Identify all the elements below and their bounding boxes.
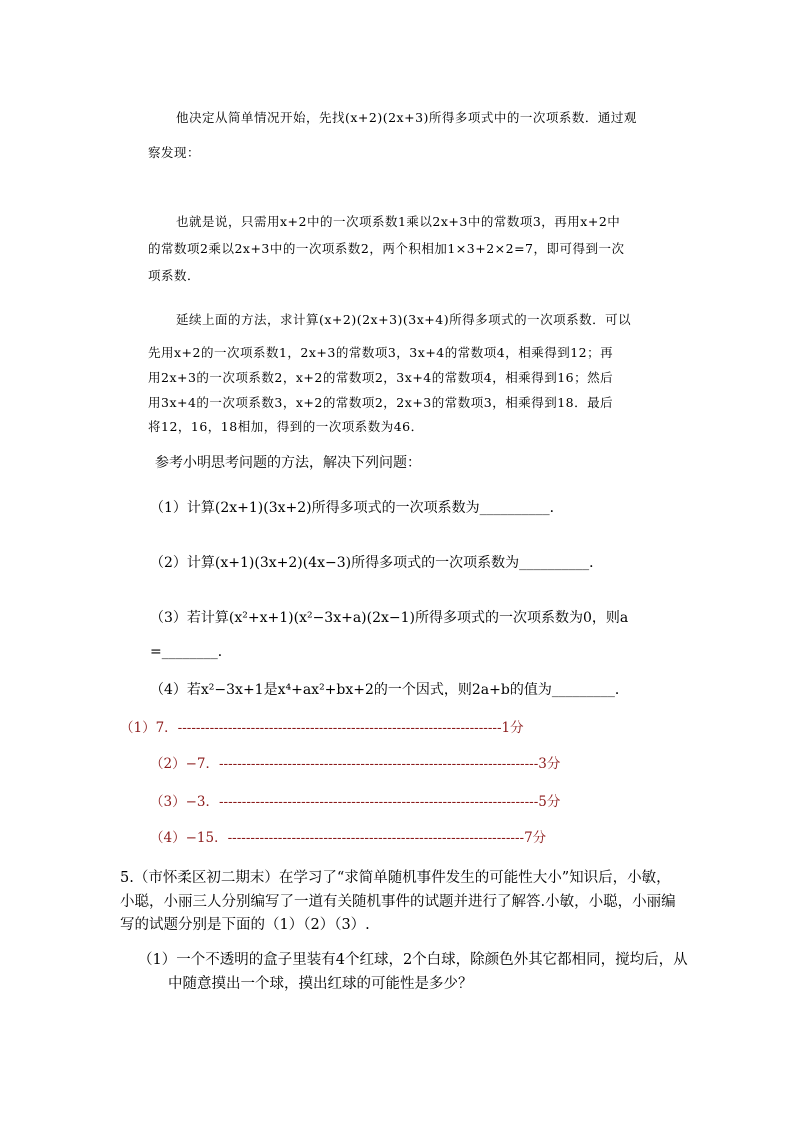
problem5-line1: 5.（市怀柔区初二期末）在学习了“求简单随机事件发生的可能性大小”知识后，小敏， bbox=[120, 870, 671, 886]
question-2: （2）计算(x+1)(3x+2)(4x−3)所得多项式的一次项系数为__________． bbox=[150, 555, 604, 571]
question-4: （4）若x²−3x+1是x⁴+ax²+bx+2的一个因式，则2a+b的值为_________． bbox=[150, 682, 629, 698]
intro-p2-line3: 项系数． bbox=[148, 268, 201, 283]
intro-p2-line2: 的常数项2乘以2x+3中的一次项系数2，两个积相加1×3+2×2=7，即可得到一次 bbox=[148, 241, 625, 256]
problem5-line2: 小聪，小丽三人分别编写了一道有关随机事件的试题并进行了解答.小敏，小聪，小丽编 bbox=[120, 894, 676, 910]
intro-p3-line4: 用3x+4的一次项系数3，x+2的常数项2，2x+3的常数项3，相乘得到18．最后 bbox=[148, 395, 614, 410]
problem5-line3: 写的试题分别是下面的（1）（2）（3）. bbox=[120, 917, 370, 933]
problem5-sub1-line2: 中随意摸出一个球，摸出红球的可能性是多少？ bbox=[168, 976, 473, 992]
intro-p3-line5: 将12，16，18相加，得到的一次项系数为46． bbox=[148, 419, 424, 434]
question-3-line1: （3）若计算(x²+x+1)(x²−3x+a)(2x−1)所得多项式的一次项系数为0，则a bbox=[150, 610, 629, 626]
answer-3: （3）−3．----------------------------------------------------------------------5分 bbox=[150, 794, 561, 810]
intro-p1-line1: 他决定从简单情况开始，先找(x+2)(2x+3)所得多项式中的一次项系数．通过观 bbox=[176, 110, 637, 125]
intro-p3-line2: 先用x+2的一次项系数1，2x+3的常数项3，3x+4的常数项4，相乘得到12；再 bbox=[148, 345, 614, 360]
question-3-line2: =________． bbox=[150, 644, 232, 660]
problem5-sub1-line1: （1）一个不透明的盒子里装有4个红球，2个白球，除颜色外其它都相同，搅均后，从 bbox=[138, 952, 688, 968]
intro-p3-line3: 用2x+3的一次项系数2，x+2的常数项2，3x+4的常数项4，相乘得到16；然后 bbox=[148, 370, 614, 385]
answer-2: （2）−7．----------------------------------------------------------------------3分 bbox=[150, 756, 561, 772]
answer-4: （4）−15．-----------------------------------------------------------------7分 bbox=[150, 830, 547, 846]
answer-1: （1）7．-----------------------------------------------------------------------1分 bbox=[120, 720, 524, 736]
question-1: （1）计算(2x+1)(3x+2)所得多项式的一次项系数为__________． bbox=[150, 500, 564, 516]
intro-p1-line2: 察发现： bbox=[148, 145, 201, 160]
intro-p3-line1: 延续上面的方法，求计算(x+2)(2x+3)(3x+4)所得多项式的一次项系数．可以 bbox=[176, 312, 632, 327]
questions-lead: 参考小明思考问题的方法，解决下列问题： bbox=[155, 455, 421, 471]
intro-p2-line1: 也就是说，只需用x+2中的一次项系数1乘以2x+3中的常数项3，再用x+2中 bbox=[176, 214, 621, 229]
